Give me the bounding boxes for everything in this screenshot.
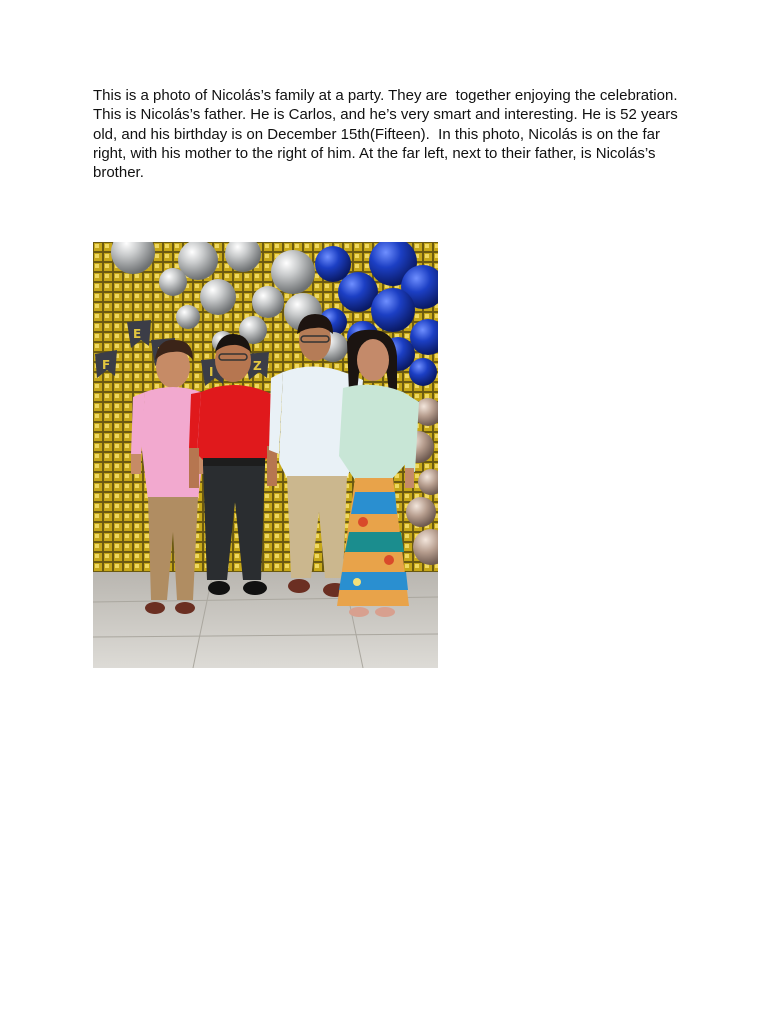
banner-letter-1: F: [102, 358, 111, 372]
banner-letter-2: E: [133, 327, 142, 341]
banner-letter-4: I: [209, 365, 214, 379]
family-photo-illustration: [93, 242, 438, 668]
family-photo: [93, 242, 438, 668]
banner-letter-5: Z: [253, 359, 262, 373]
description-paragraph: This is Nicolás’s father. He is Carlos, and he’s very smart and interesting. He is 52 years old, and his birthday is on December 15th(Fifteen). In this photo, Nicolás is on the far right, with his mother to the right of him. At the far left, next to their father, is Nicolás’s brother.: [93, 106, 682, 182]
body-text: [93, 86, 683, 182]
intro-paragraph: This is a photo of Nicolás’s family at a party. They are together enjoying the celebration.: [93, 87, 678, 104]
